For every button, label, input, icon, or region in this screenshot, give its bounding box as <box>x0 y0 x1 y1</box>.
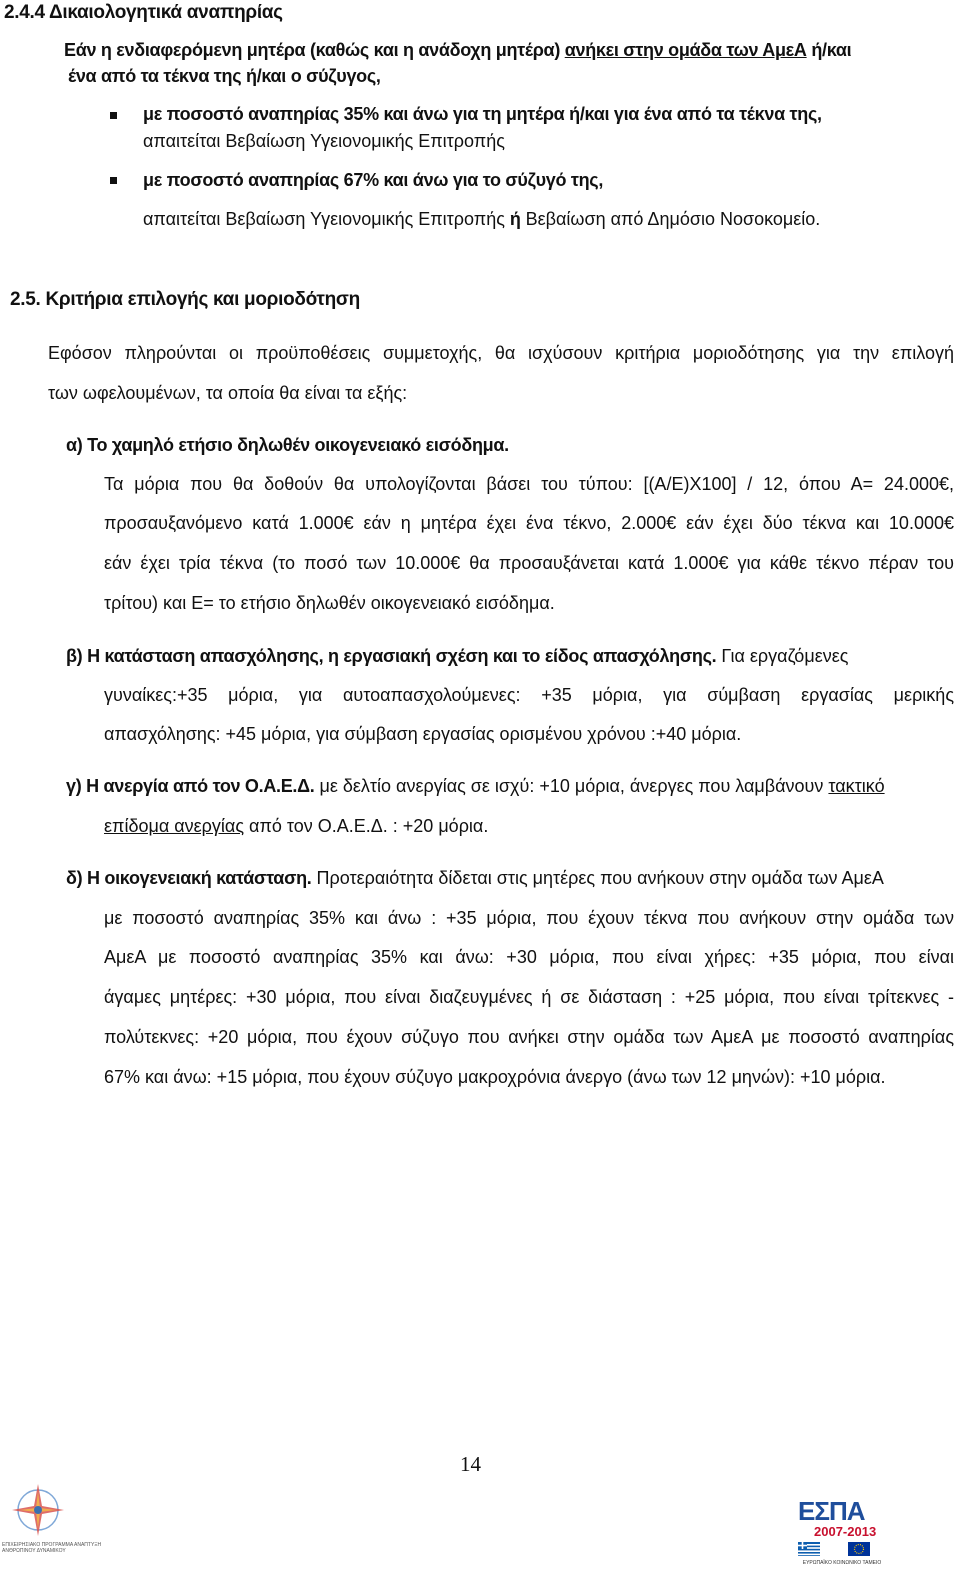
bullet2-text <box>143 209 820 230</box>
intro-text-a: Εάν η ενδιαφερόμενη μητέρα (καθώς και η ανάδοχη μητέρα) <box>64 40 561 60</box>
program-logo-caption: ΕΠΙΧΕΙΡΗΣΙΑΚΟ ΠΡΟΓΡΑΜΜΑ ΑΝΑΠΤΥΞΗ ΑΝΘΡΩΠΙΝΟΥ ΔΥΝΑΜΙΚΟΥ <box>2 1542 102 1554</box>
criterion-a-line1: Τα μόρια που θα δοθούν θα υπολογίζονται βάσει του τύπου: [(Α/Ε)Χ100] / 12, όπου Α= 24.000€, <box>104 474 954 494</box>
criterion-d-line1 <box>66 868 954 889</box>
section-heading-244: 2.4.4 Δικαιολογητικά αναπηρίας <box>4 2 283 23</box>
criterion-d-line2: με ποσοστό αναπηρίας 35% και άνω : +35 μόρια, που έχουν τέκνα που ανήκουν στην ομάδα των <box>104 908 954 928</box>
criterion-c-underlined-a: τακτικό <box>828 776 885 796</box>
section-heading-25: 2.5. Κριτήρια επιλογής και μοριοδότηση <box>10 289 360 310</box>
criterion-d-line4: άγαμες μητέρες: +30 μόρια, που είναι διαζευγμένες ή σε διάσταση : +25 μόρια, που είναι τρίτεκνες - <box>104 987 954 1007</box>
criterion-a-line2: προσαυξανόμενο κατά 1.000€ εάν η μητέρα έχει ένα τέκνο, 2.000€ εάν έχει δύο τέκνα και 10.000€ <box>104 513 954 533</box>
bullet-marker <box>110 177 117 184</box>
espa-years: 2007-2013 <box>814 1524 877 1539</box>
criterion-c-line2 <box>104 816 488 837</box>
criterion-d-line5: πολύτεκνες: +20 μόρια, που έχουν σύζυγο που ανήκει στην ομάδα των ΑμεΑ με ποσοστό αναπηρίας <box>104 1027 954 1047</box>
bullet2-text-b: Βεβαίωση από Δημόσιο Νοσοκομείο. <box>525 209 821 229</box>
espa-logo <box>792 1496 892 1572</box>
criterion-c-title: γ) Η ανεργία από τον Ο.Α.Ε.Δ. <box>66 776 315 796</box>
criterion-a-line4: τρίτου) και Ε= το ετήσιο δηλωθέν οικογενειακό εισόδημα. <box>104 593 555 613</box>
bullet2-bold-text: με ποσοστό αναπηρίας 67% και άνω για το σύζυγό της, <box>143 170 604 190</box>
bullet2-text-a: απαιτείται Βεβαίωση Υγειονομικής Επιτροπής <box>143 209 505 229</box>
disability-intro-line1 <box>64 40 954 61</box>
criterion-b-line1 <box>66 646 954 667</box>
bullet1-text: απαιτείται Βεβαίωση Υγειονομικής Επιτροπής <box>143 131 505 151</box>
criterion-c-line1-tail: με δελτίο ανεργίας σε ισχύ: +10 μόρια, άνεργες που λαμβάνουν <box>319 776 824 796</box>
criterion-b-line1-tail: Για εργαζόμενες <box>721 646 849 666</box>
eu-caption: ΕΥΡΩΠΑΪΚΟ ΚΟΙΝΩΝΙΚΟ ΤΑΜΕΙΟ <box>802 1560 882 1566</box>
criterion-d-line3: ΑμεΑ με ποσοστό αναπηρίας 35% και άνω: +30 μόρια, που είναι χήρες: +35 μόρια, που είναι <box>104 947 954 967</box>
criterion-c-underlined-b: επίδομα ανεργίας <box>104 816 245 836</box>
criteria-intro-line1: Εφόσον πληρούνται οι προϋποθέσεις συμμετοχής, θα ισχύσουν κριτήρια μοριοδότησης για την επιλογή <box>48 343 954 363</box>
criterion-c-line2-tail: από τον Ο.Α.Ε.Δ. : +20 μόρια. <box>249 816 489 836</box>
criterion-a-line3: εάν έχει τρία τέκνα (το ποσό των 10.000€ θα προσαυξάνεται κατά 1.000€ για κάθε τέκνο πέραν του <box>104 553 954 573</box>
compass-star-icon <box>10 1482 66 1538</box>
intro-text-b: ή/και <box>811 40 852 60</box>
bullet2-or: ή <box>509 209 521 229</box>
greek-flag-icon <box>798 1542 820 1556</box>
criterion-d-title: δ) Η οικογενειακή κατάσταση. <box>66 868 312 888</box>
bullet1-bold-text: με ποσοστό αναπηρίας 35% και άνω για τη μητέρα ή/και για ένα από τα τέκνα της, <box>143 104 822 124</box>
bullet-marker <box>110 112 117 119</box>
criterion-a-title: α) Το χαμηλό ετήσιο δηλωθέν οικογενειακό εισόδημα. <box>66 435 509 455</box>
page-number: 14 <box>460 1452 481 1476</box>
disability-intro-line2: ένα από τα τέκνα της ή/και ο σύζυγος, <box>68 66 381 86</box>
criteria-intro-line2: των ωφελουμένων, τα οποία θα είναι τα εξής: <box>48 383 408 403</box>
criterion-d-line6: 67% και άνω: +15 μόρια, που έχουν σύζυγο μακροχρόνια άνεργο (άνω των 12 μηνών): +10 μόρια. <box>104 1067 886 1087</box>
espa-logo-text: ΕΣΠΑ <box>798 1496 865 1526</box>
intro-text-underlined: ανήκει στην ομάδα των ΑμεΑ <box>564 40 807 60</box>
criterion-b-line2: γυναίκες:+35 μόρια, για αυτοαπασχολούμενες: +35 μόρια, για σύμβαση εργασίας μερικής <box>104 685 954 705</box>
eu-flag-icon <box>848 1542 870 1556</box>
criterion-c-line1 <box>66 776 954 797</box>
criterion-b-title: β) Η κατάσταση απασχόλησης, η εργασιακή σχέση και το είδος απασχόλησης. <box>66 646 717 666</box>
program-logo <box>2 1482 122 1572</box>
criterion-d-line1-tail: Προτεραιότητα δίδεται στις μητέρες που ανήκουν στην ομάδα των ΑμεΑ <box>316 868 884 888</box>
criterion-b-line3: απασχόλησης: +45 μόρια, για σύμβαση εργασίας ορισμένου χρόνου :+40 μόρια. <box>104 724 742 744</box>
